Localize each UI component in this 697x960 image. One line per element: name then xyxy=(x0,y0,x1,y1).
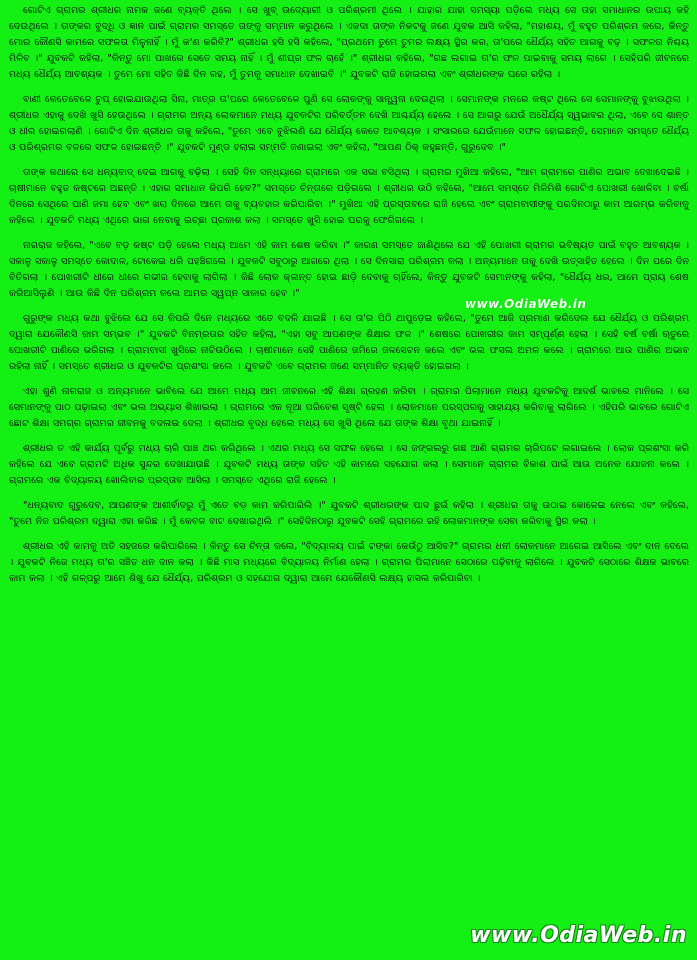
story-paragraph-8: "ଧନ୍ୟବାଦ ଗୁରୁଦେବ, ଆପଣଙ୍କ ଆଶୀର୍ବାଦରୁ ମୁଁ ଏତେ ବଡ଼ କାମ କରିପାରିଲି ।" ଯୁବକଟି ଶ୍ରୀଧରଙ୍କ ପାଦ ଛୁଇଁ କହିଲା । ଶ୍ରୀଧର ତାକୁ ଉଠାଇ କୋଳେଇ ନେଲେ ଏବଂ କହିଲେ, "ତୁମେ ନିଜ ପରିଶ୍ରମ ଦ୍ୱାରା ଏହା କରିଛ । ମୁଁ କେବଳ ବାଟ ଦେଖାଇଥିଲି ।" ସେହିଦିନଠାରୁ ଯୁବକଟି ସେହି ଗ୍ରାମରେ ରହି ଲୋକମାନଙ୍କ ସେବା କରିବାକୁ ସ୍ଥିର କଲା । xyxy=(9,500,689,527)
story-paragraph-4: ନାଗରାଜ କହିଲେ, "ଏବେ ବଡ଼ କଷ୍ଟ ପଡ଼ି ହେଲେ ମଧ୍ୟ ଆମେ ଏହି କାମ ଶେଷ କରିବା ।" କାରଣ ସମସ୍ତେ ଜାଣିଥିଲେ ଯେ ଏହି ପୋଖରୀ ଗ୍ରାମର ଭବିଷ୍ୟତ ପାଇଁ ବହୁତ ଆବଶ୍ୟକ । ସକାଳୁ ସକାଳୁ ସମସ୍ତେ କୋଦାଳ, ଟୋକେଇ ଧରି ପହଞ୍ଚିଗଲେ । ଯୁବକଟି ସବୁଠାରୁ ଆଗରେ ଥିଲା । ସେ ଦିନସାରା ପରିଶ୍ରମ କଲା । ଅନ୍ୟମାନେ ତାକୁ ଦେଖି ଉତ୍ସାହିତ ହେଲେ । ଦିନ ପରେ ଦିନ ବିତିଗଲା । ପୋଖରୀଟି ଧୀରେ ଧୀରେ ଗଭୀର ହେବାକୁ ଲାଗିଲା । କିଛି ଲୋକ କ୍ଳାନ୍ତ ହୋଇ ଛାଡ଼ି ଦେବାକୁ ଚାହିଁଲେ, କିନ୍ତୁ ଯୁବକଟି ସେମାନଙ୍କୁ କହିଲା, "ଧୈର୍ଯ୍ୟ ଧର, ଆମେ ପ୍ରାୟ ଶେଷ କରିଆସିଲୁଣି । ଆଉ କିଛି ଦିନ ପରିଶ୍ରମ କଲେ ଆମର ସ୍ୱପ୍ନ ସାକାର ହେବ ।" xyxy=(9,240,690,299)
story-paragraph-3: ତାଙ୍କ କଥାରେ ସେ ଧନ୍ୟବାଦ୍ ଦେଇ ଆଗକୁ ବଢ଼ିଲା । ସେହି ଦିନ ସନ୍ଧ୍ୟାରେ ଗ୍ରାମରେ ଏକ ସଭା ବସିଥିଲା । ଗ୍ରାମର ମୁଖିଆ କହିଲେ, "ଆମ ଗ୍ରାମରେ ପାଣିର ଅଭାବ ଦେଖାଦେଇଛି । ଚାଷୀମାନେ ବହୁତ କଷ୍ଟରେ ଅଛନ୍ତି । ଏହାର ସମାଧାନ କିପରି ହେବ?" ସମସ୍ତେ ଚିନ୍ତାରେ ପଡ଼ିଗଲେ । ଶ୍ରୀଧର ଉଠି କହିଲେ, "ଆମେ ସମସ୍ତେ ମିଳିମିଶି ଗୋଟିଏ ପୋଖରୀ ଖୋଳିବା । ବର୍ଷା ଦିନରେ ସେଥିରେ ପାଣି ଜମା ହେବ ଏବଂ ଖରା ଦିନରେ ଆମେ ତାକୁ ବ୍ୟବହାର କରିପାରିବା ।" ମୁଖିଆ ଏହି ପ୍ରସ୍ତାବରେ ରାଜି ହେଲେ ଏବଂ ଗ୍ରାମବାସୀଙ୍କୁ ପରଦିନଠାରୁ କାମ ଆରମ୍ଭ କରିବାକୁ କହିଲେ । ଯୁବକଟି ମଧ୍ୟ ଏଥିରେ ଭାଗ ନେବାକୁ ଇଚ୍ଛା ପ୍ରକାଶ କଲା । ସମସ୍ତେ ଖୁସି ହୋଇ ଘରକୁ ଫେରିଗଲେ । xyxy=(9,167,689,226)
story-paragraph-1: ଗୋଟିଏ ଗ୍ରାମର ଶ୍ରୀଧର ନାମକ ଜଣେ ବ୍ୟକ୍ତି ଥିଲେ । ସେ ଖୁବ୍ ଉଦ୍ୟୋଗୀ ଓ ପରିଶ୍ରମୀ ଥିଲେ । ଯାହାର ଯାହା ସମସ୍ୟା ପଡ଼ିଲେ ମଧ୍ୟ ସେ ତାହା ସମାଧାନର ଉପାୟ କହି ଦେଉଥିଲେ । ତାଙ୍କର ବୁଦ୍ଧି ଓ ଜ୍ଞାନ ପାଇଁ ଗ୍ରାମର ସମସ୍ତେ ତାଙ୍କୁ ସମ୍ମାନ କରୁଥିଲେ । ଏକଦା ତାଙ୍କ ନିକଟକୁ ଜଣେ ଯୁବକ ଆସି କହିଲା, "ମହାଶୟ, ମୁଁ ବହୁତ ପରିଶ୍ରମ କରେ, କିନ୍ତୁ ମୋର କୌଣସି କାମରେ ସଫଳତା ମିଳୁନାହିଁ । ମୁଁ କ'ଣ କରିବି?" ଶ୍ରୀଧର ହସି ହସି କହିଲେ, "ପ୍ରଥମେ ତୁମେ ତୁମର ଲକ୍ଷ୍ୟ ସ୍ଥିର କର, ତା'ପରେ ଧୈର୍ଯ୍ୟ ସହିତ ଆଗକୁ ବଢ଼ । ସଫଳତା ନିଶ୍ଚୟ ମିଳିବ ।" ଯୁବକଟି କହିଲା, "କିନ୍ତୁ ମୋ ପାଖରେ ସେତେ ସମୟ ନାହିଁ । ମୁଁ ଶୀଘ୍ର ଫଳ ଚାହେଁ ।" ଶ୍ରୀଧର କହିଲେ, "ଗଛ ଲଗାଇ ତା'ର ଫଳ ପାଇବାକୁ ସମୟ ଲାଗେ । ସେହିପରି ଜୀବନରେ ମଧ୍ୟ ଧୈର୍ଯ୍ୟ ଆବଶ୍ୟକ । ତୁମେ ମୋ ସହିତ କିଛି ଦିନ ରହ, ମୁଁ ତୁମକୁ ସମାଧାନ ଦେଖାଇବି ।" ଯୁବକଟି ରାଜି ହୋଇଗଲା ଏବଂ ଶ୍ରୀଧରଙ୍କ ଘରେ ରହିଲା । xyxy=(9,5,689,80)
watermark-corner: www.OdiaWeb.in xyxy=(470,923,687,948)
watermark-middle: www.OdiaWeb.in xyxy=(465,297,587,311)
story-paragraph-7: ଶ୍ରୀଧର ତ ଏହି କାର୍ଯ୍ୟ ପୂର୍ବରୁ ମଧ୍ୟ ଚାରି ପାଞ୍ଚ ଥର କରିଥିଲେ । ଏଥର ମଧ୍ୟ ସେ ସଫଳ ହେଲେ । ସେ ଜଙ୍ଗଲରୁ ଗଛ ଆଣି ଗ୍ରାମର ଚାରିପଟେ ଲଗାଇଲେ । ଲୋକ ପ୍ରଶଂସା କରି କହିଲେ ଯେ ଏବେ ଗ୍ରାମଟି ଅଧିକ ସୁନ୍ଦର ଦେଖାଯାଉଛି । ଯୁବକଟି ମଧ୍ୟ ତାଙ୍କ ସହିତ ଏହି କାମରେ ସହଯୋଗ କଲା । ସେମାନେ ଗ୍ରାମର ବିକାଶ ପାଇଁ ଆଉ ଅନେକ ଯୋଜନା କଲେ । ଗ୍ରାମରେ ଏକ ବିଦ୍ୟାଳୟ ଖୋଲିବାର ପ୍ରସ୍ତାବ ଆସିଲା । ସମସ୍ତେ ଏଥିରେ ରାଜି ହେଲେ । xyxy=(9,443,689,486)
story-paragraph-5: ଗୁରୁଙ୍କ ମଧ୍ୟ କଥା ବୁଝିଲେ ଯେ ସେ କିପରି ଦିନେ ମଧ୍ୟରେ ଏତେ ବଦଳି ଯାଇଛି । ସେ ତା'ର ପିଠି ଥାପୁଡ଼େଇ କହିଲେ, "ତୁମେ ଆଜି ପ୍ରମାଣ କରିଦେଲ ଯେ ଧୈର୍ଯ୍ୟ ଓ ପରିଶ୍ରମ ଦ୍ୱାରା ଯେକୌଣସି କାମ ସମ୍ଭବ ।" ଯୁବକଟି ବିନମ୍ରତାର ସହିତ କହିଲା, "ଏହା ସବୁ ଆପଣଙ୍କ ଶିକ୍ଷାର ଫଳ ।" ଶେଷରେ ପୋଖରୀର କାମ ସମ୍ପୂର୍ଣ୍ଣ ହେଲା । ସେହି ବର୍ଷ ବର୍ଷା ଋତୁରେ ପୋଖରୀଟି ପାଣିରେ ଭରିଗଲା । ଗ୍ରାମବାସୀ ଖୁସିରେ ନାଚିଉଠିଲେ । ଚାଷୀମାନେ ସେହି ପାଣିରେ ଜମିରେ ଜଳସେଚନ କଲେ ଏବଂ ଭଲ ଫସଲ ଅମଳ କଲେ । ଗ୍ରାମରେ ଆଉ ପାଣିର ଅଭାବ ରହିଲା ନାହିଁ । ସମସ୍ତେ ଶ୍ରୀଧର ଓ ଯୁବକଟିର ପ୍ରଶଂସା କଲେ । ଯୁବକଟି ଏବେ ଗ୍ରାମର ଜଣେ ସମ୍ମାନିତ ବ୍ୟକ୍ତି ହୋଇଗଲା । xyxy=(9,313,689,372)
story-paragraph-2: ବାଣୀ କେତେବେଳେ ଚୁପ୍ ହୋଇଯାଉଥିଲା ସିନା, ମାତ୍ର ତା'ପରେ କେତେବେଳେ ପୁଣି ସେ ଲୋକଙ୍କୁ ସାନ୍ତ୍ୱନା ଦେଉଥିଲା । ସେମାନଙ୍କ ମନରେ କଷ୍ଟ ଥିଲେ ସେ ସେମାନଙ୍କୁ ବୁଝାଉଥିଲା । ଶ୍ରୀଧର ଏହାକୁ ଦେଖି ଖୁସି ହେଉଥିଲେ । ଗ୍ରାମର ଅନ୍ୟ ଲୋକମାନେ ମଧ୍ୟ ଯୁବକଟିର ପରିବର୍ତ୍ତନ ଦେଖି ଆଶ୍ଚର୍ଯ୍ୟ ହେଲେ । ସେ ଆଗରୁ ଯେଉଁ ଅଧୈର୍ଯ୍ୟ ସ୍ୱଭାବର ଥିଲା, ଏବେ ସେ ଶାନ୍ତ ଓ ଧୀର ହୋଇଗଲାଣି । ଗୋଟିଏ ଦିନ ଶ୍ରୀଧର ତାକୁ କହିଲେ, "ତୁମେ ଏବେ ବୁଝିଲଣି ଯେ ଧୈର୍ଯ୍ୟ କେତେ ଆବଶ୍ୟକ । ସଂସାରରେ ଯେଉଁମାନେ ସଫଳ ହୋଇଛନ୍ତି, ସେମାନେ ସମସ୍ତେ ଧୈର୍ଯ୍ୟ ଓ ପରିଶ୍ରମର ବଳରେ ସଫଳ ହୋଇଛନ୍ତି ।" ଯୁବକଟି ମୁଣ୍ଡ ହଲାଇ ସମ୍ମତି ଜଣାଇଲା ଏବଂ କହିଲା, "ଆପଣ ଠିକ୍ କହୁଛନ୍ତି, ଗୁରୁଦେବ ।" xyxy=(9,94,689,153)
story-paragraph-9: ଶ୍ରୀଧର ଏହି କାମକୁ ଅତି ସହଜରେ କରିପାରିଲେ । କିନ୍ତୁ ସେ ଚିନ୍ତା କଲେ, "ବିଦ୍ୟାଳୟ ପାଇଁ ଟଙ୍କା କେଉଁଠୁ ଆସିବ?" ଗ୍ରାମର ଧନୀ ଲୋକମାନେ ଆଗେଇ ଆସିଲେ ଏବଂ ଦାନ ଦେଲେ । ଯୁବକଟି ନିଜେ ମଧ୍ୟ ତା'ର ସଞ୍ଚିତ ଧନ ଦାନ କଲା । କିଛି ମାସ ମଧ୍ୟରେ ବିଦ୍ୟାଳୟ ନିର୍ମାଣ ହେଲା । ଗ୍ରାମର ପିଲାମାନେ ସେଠାରେ ପଢ଼ିବାକୁ ଲାଗିଲେ । ଯୁବକଟି ସେଠାରେ ଶିକ୍ଷକ ଭାବରେ କାମ କଲା । ଏହି ଗଳ୍ପରୁ ଆମେ ଶିଖୁ ଯେ ଧୈର୍ଯ୍ୟ, ପରିଶ୍ରମ ଓ ସହଯୋଗ ଦ୍ୱାରା ଆମେ ଯେକୌଣସି ଲକ୍ଷ୍ୟ ହାସଲ କରିପାରିବା । xyxy=(9,541,689,584)
story-paragraph-6: ଏହା ଶୁଣି ନାଗରାଜ ଓ ଅନ୍ୟମାନେ ଭାବିଲେ ଯେ ଆମେ ମଧ୍ୟ ଆମ ଜୀବନରେ ଏହି ଶିକ୍ଷା ଗ୍ରହଣ କରିବା । ଗ୍ରାମର ପିଲାମାନେ ମଧ୍ୟ ଯୁବକଟିକୁ ଆଦର୍ଶ ଭାବରେ ମାନିଲେ । ସେ ସେମାନଙ୍କୁ ପାଠ ପଢ଼ାଇଲା ଏବଂ ଭଲ ଅଭ୍ୟାସ ଶିଖାଇଲା । ଗ୍ରାମରେ ଏକ ନୂଆ ପରିବେଶ ସୃଷ୍ଟି ହେଲା । ଲୋକମାନେ ପରସ୍ପରକୁ ସାହାଯ୍ୟ କରିବାକୁ ଲାଗିଲେ । ଏହିପରି ଭାବରେ ଗୋଟିଏ ଛୋଟ ଶିକ୍ଷା ସମଗ୍ର ଗ୍ରାମର ଜୀବନକୁ ବଦଳାଇ ଦେଲା । ଶ୍ରୀଧର ବୃଦ୍ଧ ହେଲେ ମଧ୍ୟ ସେ ଖୁସି ଥିଲେ ଯେ ତାଙ୍କ ଶିକ୍ଷା ବୃଥା ଯାଇନାହିଁ । xyxy=(9,386,689,429)
